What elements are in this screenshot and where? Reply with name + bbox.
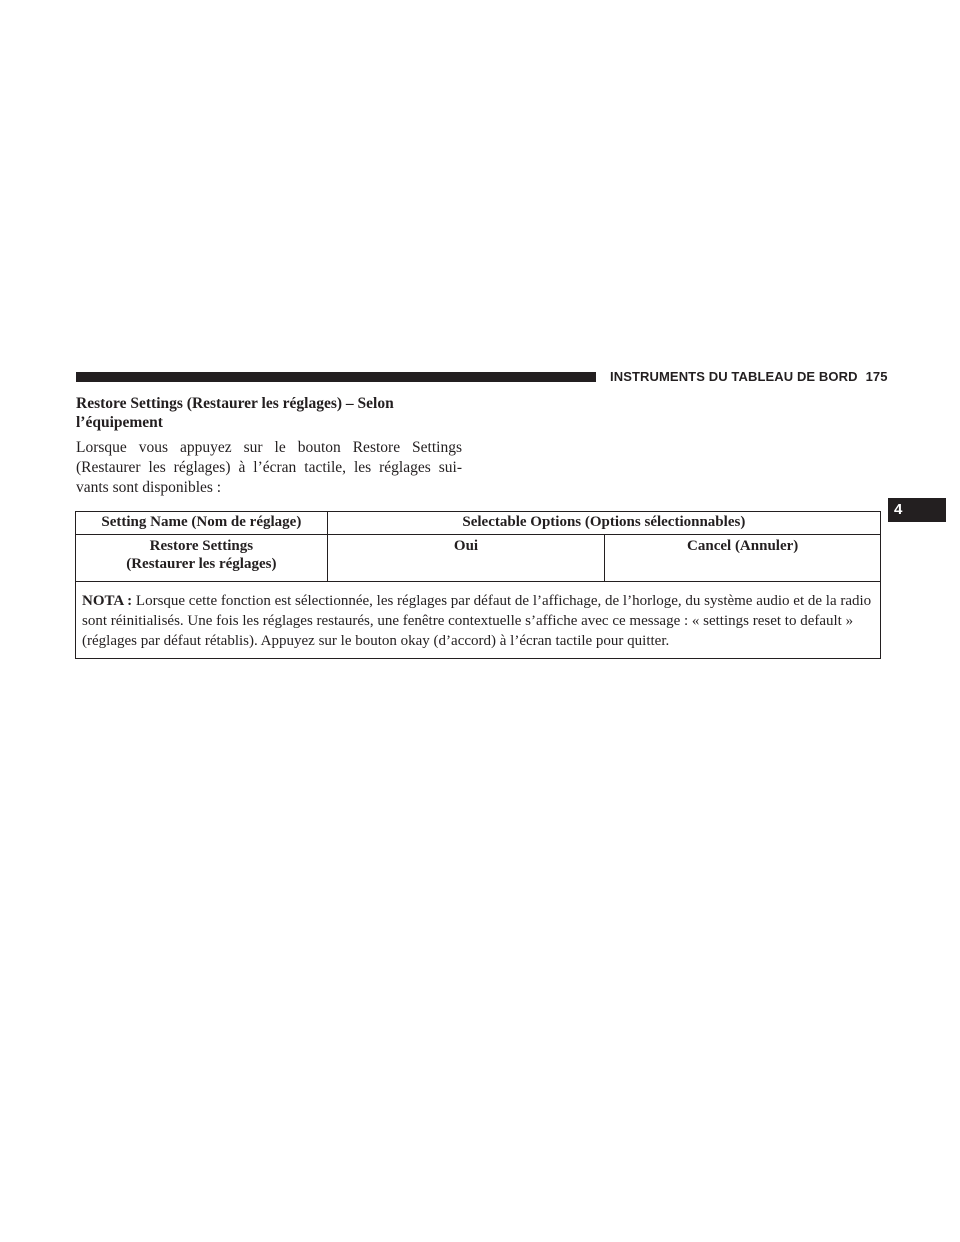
- settings-table: [75, 511, 881, 659]
- setting-name-cell: [76, 535, 328, 582]
- running-header: [610, 369, 888, 384]
- table-header-row: [76, 512, 881, 535]
- section-heading: Restore Settings (Restaurer les réglages) – Selon l’équipement: [76, 395, 394, 431]
- page-number: 175: [865, 369, 888, 384]
- note-text: Lorsque cette fonction est sélectionnée, les réglages par défaut de l’affichage, de l’horloge, du système audio et de la radio sont réinitialisés. Une fois les réglages restaurés, une fenêtre contextuelle s’affiche avec ce message : « settings reset to default » (réglages par défaut rétablis). Appuyez sur le bouton okay (d’accord) à l’écran tactile pour quitter.: [82, 593, 872, 649]
- header-selectable-options: Selectable Options (Options sélectionnables): [327, 512, 880, 535]
- intro-paragraph: Lorsque vous appuyez sur le bouton Restore Settings (Restaurer les réglages) à l’écran tactile, les réglages sui-vants sont disponibles :: [76, 439, 462, 496]
- header-section-title: INSTRUMENTS DU TABLEAU DE BORD: [610, 369, 858, 384]
- header-setting-name: Setting Name (Nom de réglage): [76, 512, 328, 535]
- option-oui: Oui: [327, 535, 605, 582]
- option-cancel: Cancel (Annuler): [605, 535, 881, 582]
- note-cell: [76, 582, 881, 659]
- setting-name-line1: Restore Settings: [149, 538, 254, 554]
- setting-name-line2: (Restaurer les réglages): [126, 556, 277, 572]
- chapter-tab: 4: [888, 498, 946, 522]
- header-rule: [76, 372, 596, 382]
- note-row: [76, 582, 881, 659]
- note-label: NOTA :: [82, 593, 133, 609]
- table-row: [76, 535, 881, 582]
